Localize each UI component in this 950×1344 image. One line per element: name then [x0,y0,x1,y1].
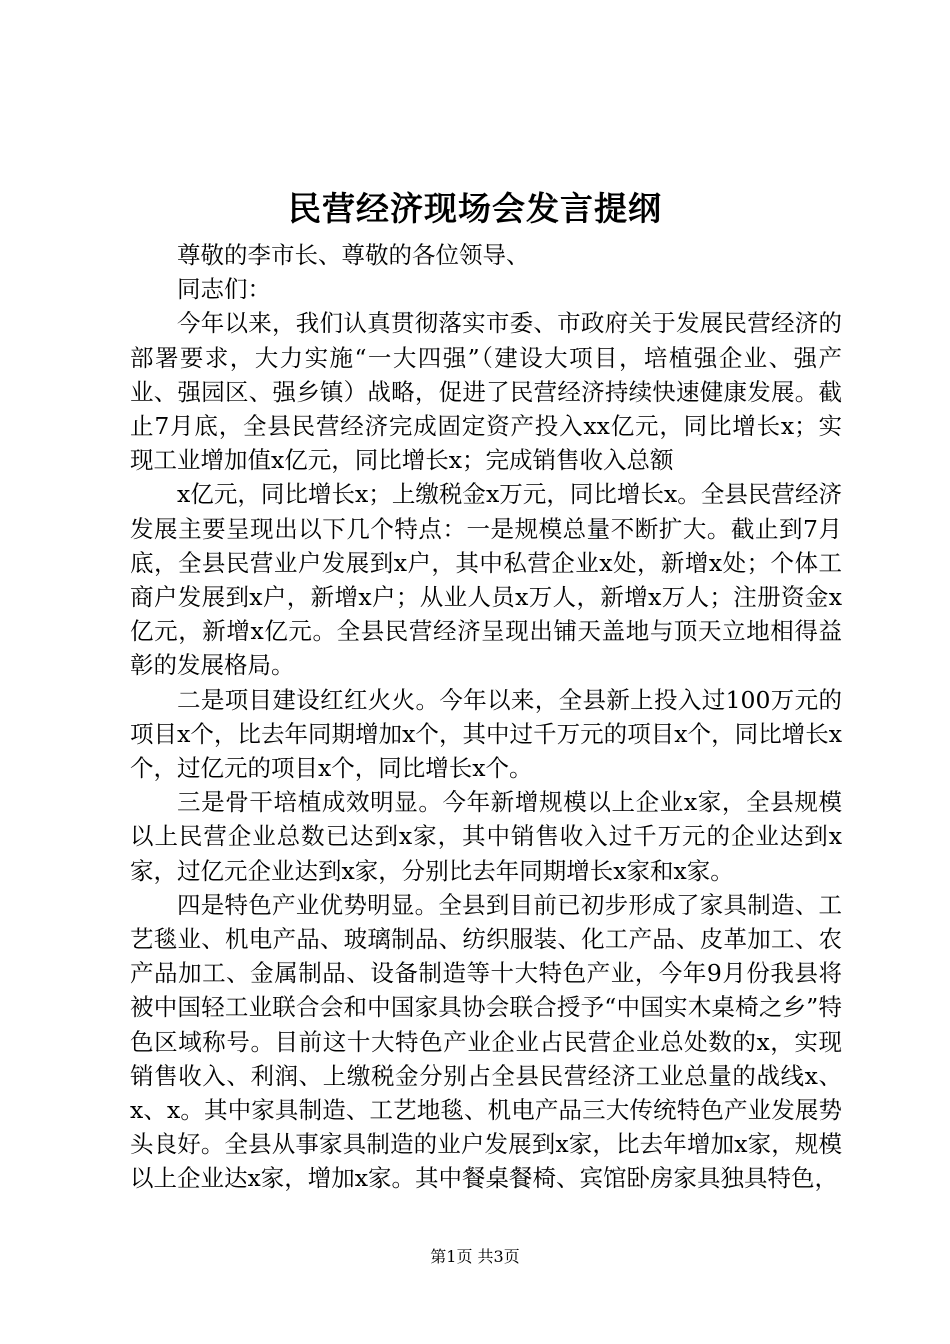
page-footer: 第1页 共3页 [430,1247,520,1266]
paragraph-intro: 今年以来，我们认真贯彻落实市委、市政府关于发展民营经济的部署要求，大力实施“一大四强”（建设大项目，培植强企业、强产业、强园区、强乡镇）战略，促进了民营经济持续快速健康发展。截止7月底，全县民营经济完成固定资产投入xx亿元，同比增长x；实现工业增加值x亿元，同比增长x；完成销售收入总额 [130,309,842,475]
paragraph-industries: 四是特色产业优势明显。全县到目前已初步形成了家具制造、工艺毯业、机电产品、玻璃制品、纺织服装、化工产品、皮革加工、农产品加工、金属制品、设备制造等十大特色产业，今年9月份我县将被中国轻工业联合会和中国家具协会联合授予“中国实木桌椅之乡”特色区域称号。目前这十大特色产业企业占民营企业总处数的x，实现销售收入、利润、上缴税金分别占全县民营经济工业总量的战线x、x、x。其中家具制造、工艺地毯、机电产品三大传统特色产业发展势头良好。全县从事家具制造的业户发展到x家，比去年增加x家，规模以上企业达x家，增加x家。其中餐桌餐椅、宾馆卧房家具独具特色， [130,890,842,1193]
paragraph-projects: 二是项目建设红红火火。今年以来，全县新上投入过100万元的项目x个，比去年同期增加x个，其中过千万元的项目x个，同比增长x个，过亿元的项目x个，同比增长x个。 [130,685,842,783]
document-title: 民营经济现场会发言提纲 [288,189,662,228]
salutation-comrades: 同志们： [177,275,271,304]
paragraph-backbone: 三是骨干培植成效明显。今年新增规模以上企业x家，全县规模以上民营企业总数已达到x家，其中销售收入过千万元的企业达到x家，过亿元企业达到x家，分别比去年同期增长x家和x家。 [130,788,842,885]
paragraph-scale: x亿元，同比增长x；上缴税金x万元，同比增长x。全县民营经济发展主要呈现出以下几个特点：一是规模总量不断扩大。截止到7月底，全县民营业户发展到x户，其中私营企业x处，新增x处；个体工商户发展到x户，新增x户；从业人员x万人，新增x万人；注册资金x亿元，新增x亿元。全县民营经济呈现出铺天盖地与顶天立地相得益彰的发展格局。 [130,480,842,680]
document-body [130,238,842,1196]
salutation-line: 尊敬的李市长、尊敬的各位领导、 [177,241,530,269]
